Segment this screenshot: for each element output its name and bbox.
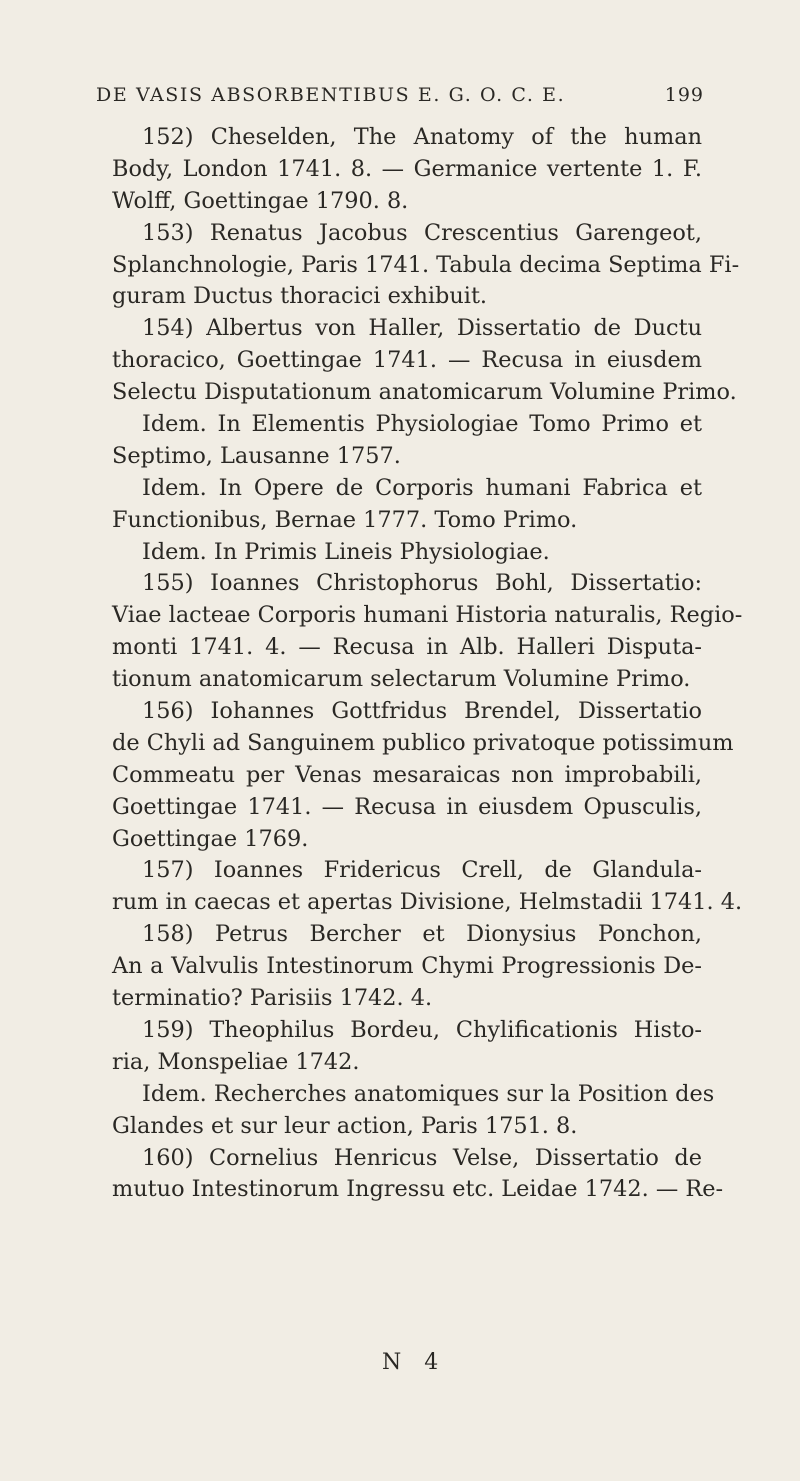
- text-line: 159) Theophilus Bordeu, Chylificationis Histo-: [142, 1016, 702, 1043]
- bibliography-text: [112, 122, 743, 1206]
- text-line: monti 1741. 4. — Recusa in Alb. Halleri Disputa-: [112, 634, 702, 661]
- text-line: Idem. Recherches anatomiques sur la Position des: [142, 1080, 715, 1107]
- text-line: Splanchnologie, Paris 1741. Tabula decima Septima Fi-: [112, 251, 740, 278]
- running-header: [96, 84, 704, 106]
- page-number: 199: [664, 84, 704, 106]
- text-line: Body, London 1741. 8. — Germanice vertente 1. F.: [112, 155, 702, 182]
- text-line: Goettingae 1769.: [112, 825, 309, 852]
- text-line: de Chyli ad Sanguinem publico privatoque potissimum: [112, 729, 734, 756]
- text-line: 160) Cornelius Henricus Velse, Dissertatio de: [142, 1144, 702, 1171]
- text-line: Idem. In Opere de Corporis humani Fabrica et: [142, 474, 702, 501]
- text-line: 156) Iohannes Gottfridus Brendel, Dissertatio: [142, 698, 702, 725]
- text-line: Idem. In Elementis Physiologiae Tomo Primo et: [142, 411, 702, 438]
- text-line: ria, Monspeliae 1742.: [112, 1048, 360, 1075]
- text-line: 158) Petrus Bercher et Dionysius Ponchon,: [142, 921, 702, 948]
- text-line: 153) Renatus Jacobus Crescentius Garengeot,: [142, 219, 702, 246]
- text-line: guram Ductus thoracici exhibuit.: [112, 283, 488, 310]
- text-line: Wolff, Goettingae 1790. 8.: [112, 187, 409, 214]
- text-line: Septimo, Lausanne 1757.: [112, 442, 401, 469]
- text-line: terminatio? Parisiis 1742. 4.: [112, 985, 433, 1012]
- signature-mark: N 4: [382, 1350, 447, 1375]
- text-line: thoracico, Goettingae 1741. — Recusa in eiusdem: [112, 347, 702, 374]
- text-line: Selectu Disputationum anatomicarum Volumine Primo.: [112, 379, 737, 406]
- text-line: 152) Cheselden, The Anatomy of the human: [142, 124, 702, 150]
- text-line: An a Valvulis Intestinorum Chymi Progressionis De-: [112, 953, 702, 980]
- text-line: tionum anatomicarum selectarum Volumine Primo.: [112, 666, 691, 693]
- text-line: 154) Albertus von Haller, Dissertatio de Ductu: [142, 315, 702, 342]
- text-line: Glandes et sur leur action, Paris 1751. 8.: [112, 1112, 578, 1139]
- text-line: 155) Ioannes Christophorus Bohl, Dissertatio:: [142, 570, 702, 597]
- text-line: Goettingae 1741. — Recusa in eiusdem Opusculis,: [112, 793, 702, 820]
- text-line: Functionibus, Bernae 1777. Tomo Primo.: [112, 506, 578, 533]
- text-line: Commeatu per Venas mesaraicas non improbabili,: [112, 761, 702, 788]
- text-line: mutuo Intestinorum Ingressu etc. Leidae 1742. — Re-: [112, 1176, 724, 1203]
- text-line: 157) Ioannes Fridericus Crell, de Glandula-: [142, 857, 702, 884]
- running-title: DE VASIS ABSORBENTIBUS E. G. O. C. E.: [96, 84, 566, 106]
- text-line: Idem. In Primis Lineis Physiologiae.: [142, 538, 550, 565]
- text-line: rum in caecas et apertas Divisione, Helmstadii 1741. 4.: [112, 889, 743, 916]
- text-line: Viae lacteae Corporis humani Historia naturalis, Regio-: [112, 602, 743, 629]
